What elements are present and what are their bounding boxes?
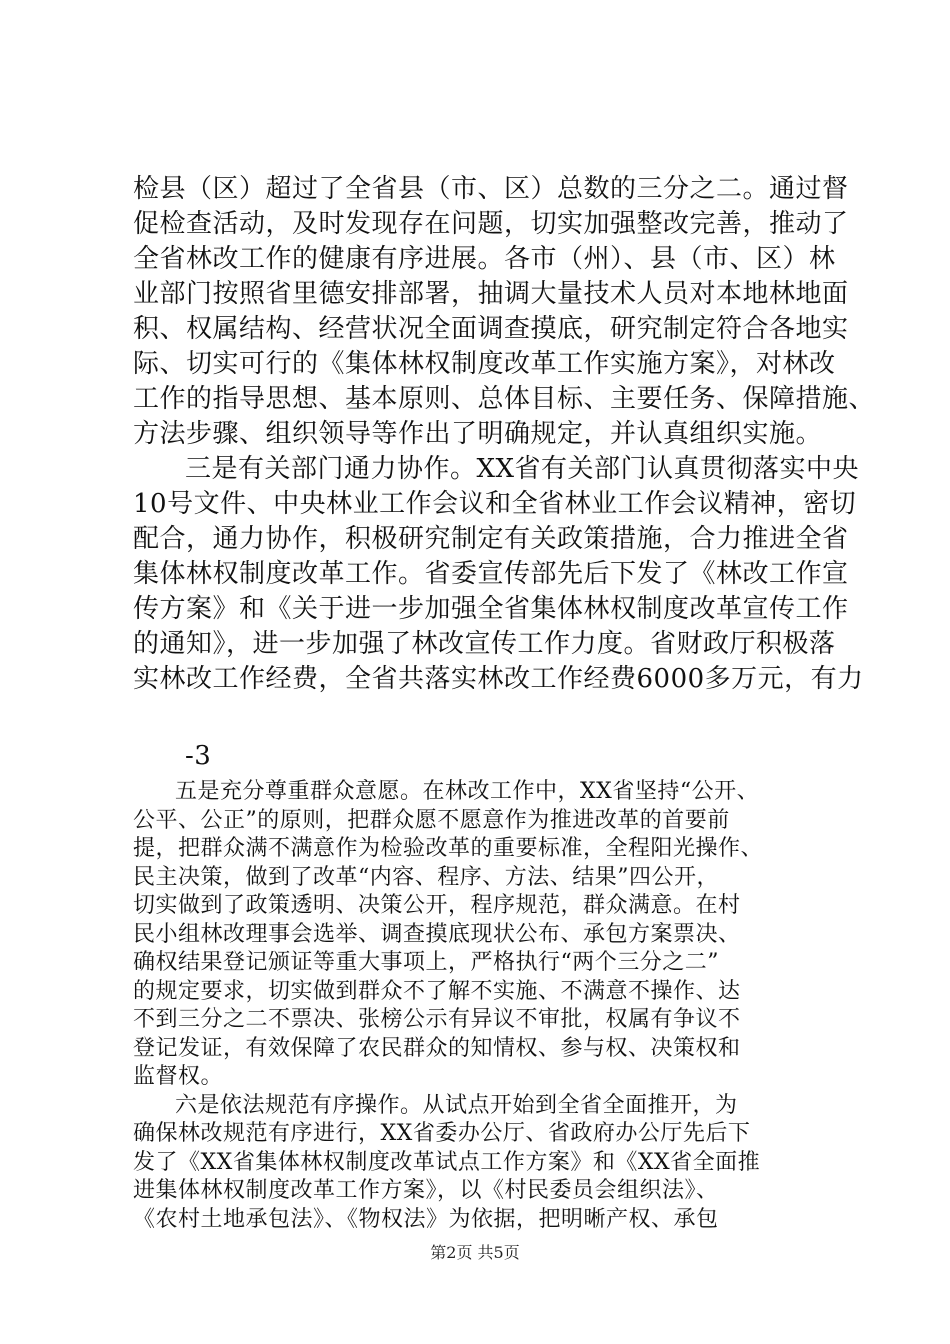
text-line: 促检查活动，及时发现存在问题，切实加强整改完善，推动了 — [133, 209, 849, 239]
text-line: 集体林权制度改革工作。省委宣传部先后下发了《林改工作宣 — [133, 559, 849, 589]
paragraph-first-line: 三是有关部门通力协作。XX省有关部门认真贯彻落实中央 — [185, 454, 860, 484]
page-marker: -3 — [185, 741, 212, 771]
text-line: 方法步骤、组织领导等作出了明确规定，并认真组织实施。 — [133, 419, 823, 449]
text-line: 传方案》和《关于进一步加强全省集体林权制度改革宣传工作 — [133, 594, 849, 624]
text-line: 积、权属结构、经营状况全面调查摸底，研究制定符合各地实 — [133, 314, 849, 344]
text-line: 提，把群众满不满意作为检验改革的重要标准，全程阳光操作、 — [133, 836, 764, 861]
text-line: 检县（区）超过了全省县（市、区）总数的三分之二。通过督 — [133, 174, 849, 204]
text-line: 监督权。 — [133, 1064, 224, 1089]
text-line: 民主决策，做到了改革“内容、程序、方法、结果”四公开， — [133, 864, 719, 890]
text-line: 不到三分之二不票决、张榜公示有异议不审批，权属有争议不 — [133, 1007, 741, 1032]
text-line: 工作的指导思想、基本原则、总体目标、主要任务、保障措施、 — [133, 384, 876, 414]
text-line: 际、切实可行的《集体林权制度改革工作实施方案》，对林改 — [133, 349, 836, 379]
text-line: 业部门按照省里德安排部署，抽调大量技术人员对本地林地面 — [133, 279, 849, 309]
text-line: 发了《XX省集体林权制度改革试点工作方案》和《XX省全面推 — [133, 1149, 761, 1175]
text-line: 切实做到了政策透明、决策公开，程序规范，群众满意。在村 — [133, 893, 741, 918]
text-line: 《农村土地承包法》、《物权法》为依据，把明晰产权、承包 — [133, 1206, 719, 1232]
text-line: 的规定要求，切实做到群众不了解不实施、不满意不操作、达 — [133, 978, 741, 1004]
text-line: 公平、公正”的原则，把群众愿不愿意作为推进改革的首要前 — [133, 807, 730, 833]
text-line: 民小组林改理事会选举、调查摸底现状公布、承包方案票决、 — [133, 921, 741, 947]
text-line: 的通知》，进一步加强了林改宣传工作力度。省财政厅积极落 — [133, 629, 836, 659]
text-line: 全省林改工作的健康有序进展。各市（州）、县（市、区）林 — [133, 244, 836, 274]
text-line: 进集体林权制度改革工作方案》，以《村民委员会组织法》、 — [133, 1178, 719, 1203]
page-footer: 第2页 共5页 — [430, 1243, 520, 1262]
text-line: 确保林改规范有序进行，XX省委办公厅、省政府办公厅先后下 — [133, 1121, 751, 1146]
text-line: 配合，通力协作，积极研究制定有关政策措施，合力推进全省 — [133, 524, 849, 554]
text-line: 确权结果登记颁证等重大事项上，严格执行“两个三分之二” — [133, 950, 719, 975]
paragraph-first-line: 五是充分尊重群众意愿。在林改工作中，XX省坚持“公开、 — [175, 779, 760, 804]
paragraph-first-line: 六是依法规范有序操作。从试点开始到全省全面推开，为 — [175, 1092, 738, 1118]
text-line: 10号文件、中央林业工作会议和全省林业工作会议精神，密切 — [133, 489, 857, 519]
text-line: 实林改工作经费，全省共落实林改工作经费6000多万元，有力 — [133, 664, 864, 694]
text-line: 登记发证，有效保障了农民群众的知情权、参与权、决策权和 — [133, 1035, 741, 1061]
